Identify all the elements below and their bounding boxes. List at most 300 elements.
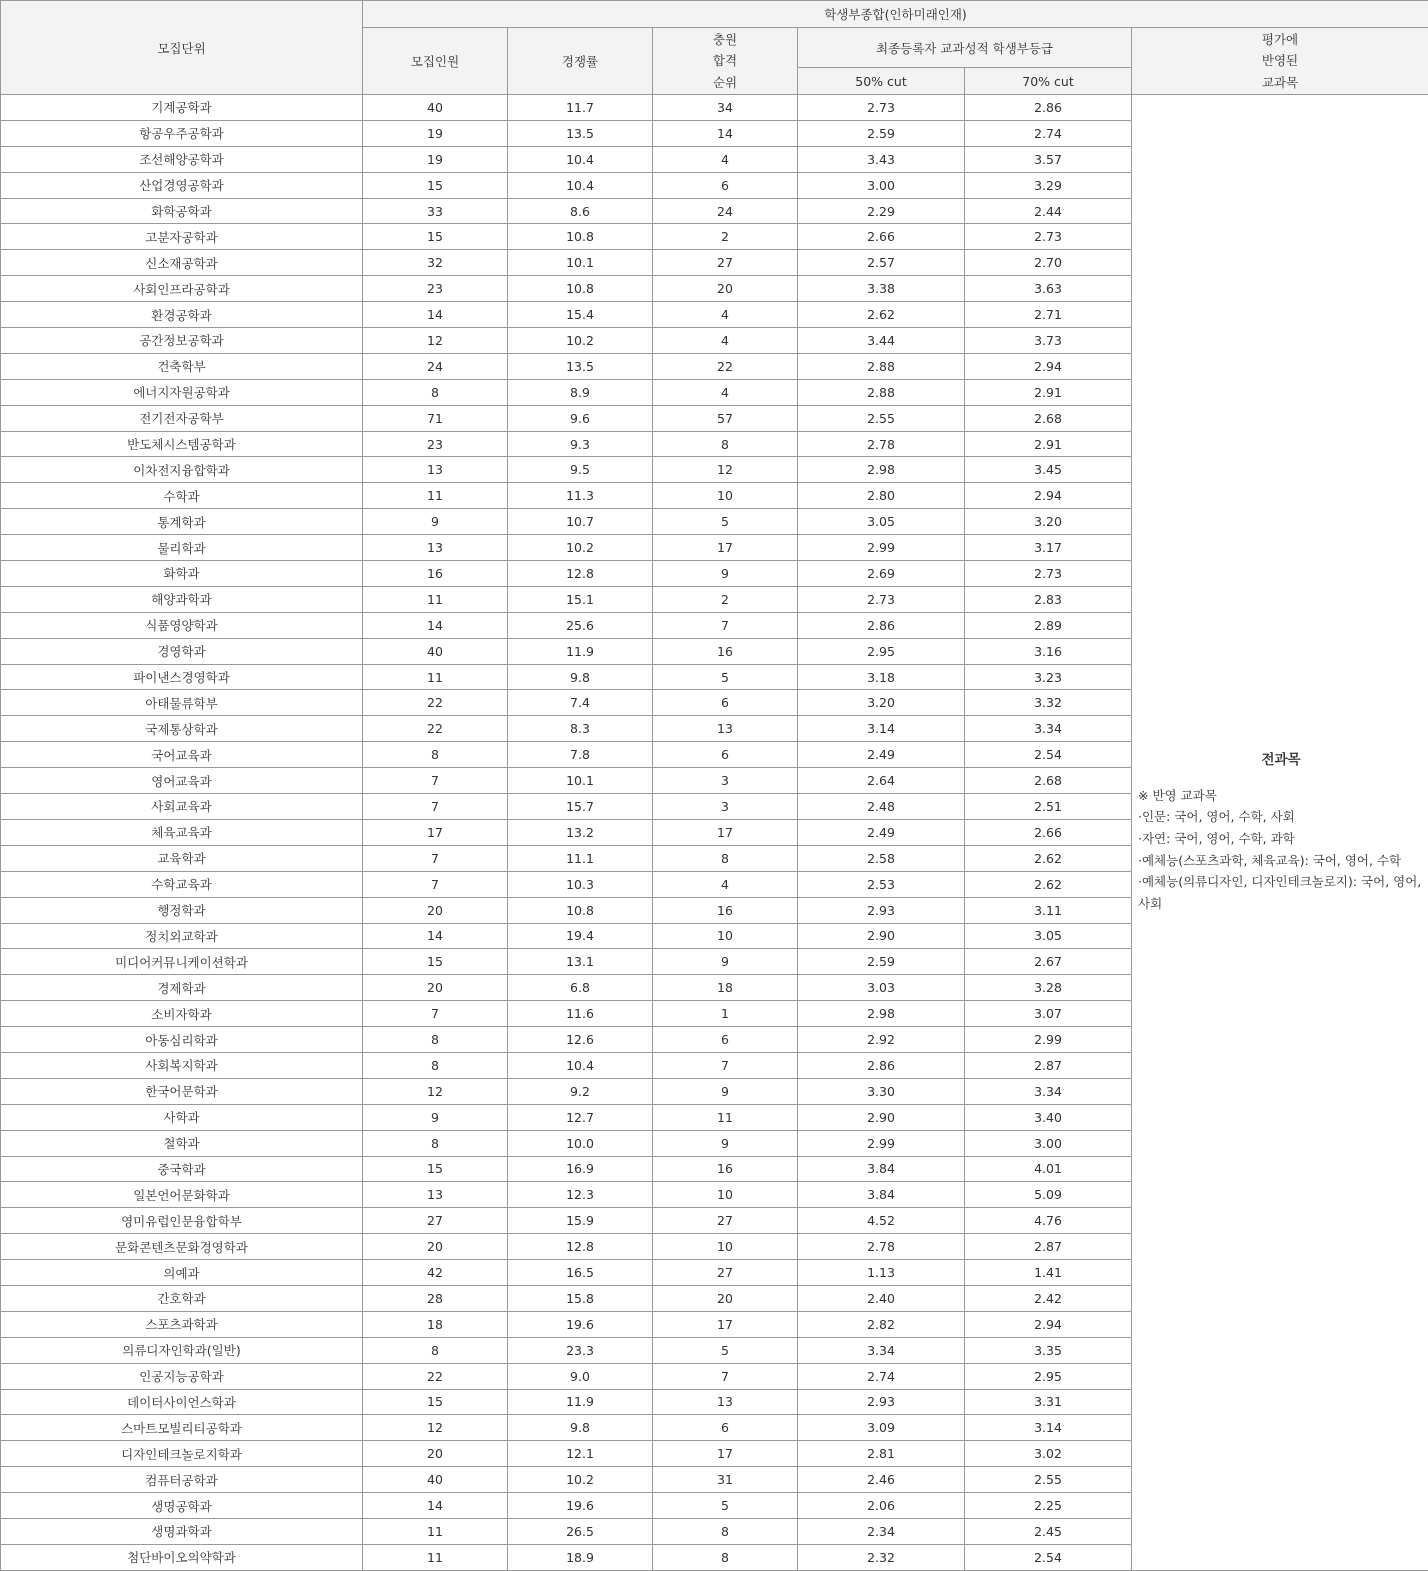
cell-rank: 9 [653,949,798,975]
cell-ratio: 10.7 [508,509,653,535]
cell-cut70: 2.99 [965,1027,1132,1053]
cell-recruit: 40 [363,638,508,664]
header-unit: 모집단위 [1,1,363,95]
cell-cut50: 2.32 [798,1544,965,1570]
cell-recruit: 11 [363,586,508,612]
remarks-line: ※ 반영 교과목 [1138,785,1424,807]
cell-rank: 16 [653,638,798,664]
cell-unit: 컴퓨터공학과 [1,1467,363,1493]
cell-ratio: 10.8 [508,276,653,302]
cell-ratio: 19.6 [508,1311,653,1337]
header-cut70: 70% cut [965,68,1132,95]
cell-rank: 4 [653,302,798,328]
cell-unit: 디자인테크놀로지학과 [1,1441,363,1467]
cell-rank: 27 [653,250,798,276]
cell-ratio: 9.0 [508,1363,653,1389]
cell-cut70: 4.01 [965,1156,1132,1182]
cell-cut50: 3.44 [798,328,965,354]
cell-cut50: 4.52 [798,1208,965,1234]
cell-cut70: 3.14 [965,1415,1132,1441]
header-cut50: 50% cut [798,68,965,95]
cell-rank: 2 [653,586,798,612]
cell-recruit: 11 [363,664,508,690]
cell-rank: 6 [653,172,798,198]
cell-recruit: 7 [363,768,508,794]
cell-rank: 4 [653,328,798,354]
cell-cut70: 5.09 [965,1182,1132,1208]
cell-ratio: 10.4 [508,146,653,172]
cell-cut50: 2.92 [798,1027,965,1053]
cell-cut70: 3.45 [965,457,1132,483]
cell-cut70: 4.76 [965,1208,1132,1234]
cell-rank: 5 [653,664,798,690]
cell-ratio: 19.4 [508,923,653,949]
cell-cut50: 2.90 [798,923,965,949]
cell-unit: 미디어커뮤니케이션학과 [1,949,363,975]
cell-rank: 4 [653,146,798,172]
cell-cut70: 3.31 [965,1389,1132,1415]
cell-recruit: 7 [363,845,508,871]
cell-rank: 10 [653,483,798,509]
table-body [1,95,1428,1571]
cell-cut50: 2.06 [798,1493,965,1519]
cell-ratio: 11.9 [508,1389,653,1415]
cell-cut50: 2.74 [798,1363,965,1389]
cell-unit: 아태물류학부 [1,690,363,716]
remarks-line: ·자연: 국어, 영어, 수학, 과학 [1138,828,1424,850]
cell-ratio: 9.5 [508,457,653,483]
cell-ratio: 15.7 [508,794,653,820]
cell-cut50: 2.78 [798,431,965,457]
cell-recruit: 19 [363,120,508,146]
cell-cut50: 2.57 [798,250,965,276]
cell-recruit: 13 [363,457,508,483]
cell-rank: 17 [653,1441,798,1467]
cell-recruit: 16 [363,561,508,587]
cell-cut50: 3.18 [798,664,965,690]
cell-recruit: 14 [363,923,508,949]
cell-recruit: 8 [363,1130,508,1156]
cell-cut70: 2.91 [965,431,1132,457]
cell-cut70: 2.66 [965,819,1132,845]
cell-cut70: 3.23 [965,664,1132,690]
cell-unit: 사회복지학과 [1,1052,363,1078]
cell-cut50: 2.55 [798,405,965,431]
cell-unit: 중국학과 [1,1156,363,1182]
cell-recruit: 40 [363,95,508,121]
cell-cut70: 2.70 [965,250,1132,276]
cell-ratio: 10.2 [508,328,653,354]
cell-recruit: 9 [363,1104,508,1130]
cell-rank: 24 [653,198,798,224]
cell-ratio: 15.8 [508,1285,653,1311]
cell-rank: 10 [653,1234,798,1260]
remarks-title: 전과목 [1138,750,1424,772]
cell-recruit: 20 [363,1234,508,1260]
cell-cut70: 3.34 [965,1078,1132,1104]
cell-unit: 일본언어문화학과 [1,1182,363,1208]
cell-unit: 조선해양공학과 [1,146,363,172]
cell-cut70: 2.73 [965,224,1132,250]
cell-unit: 물리학과 [1,535,363,561]
cell-rank: 13 [653,1389,798,1415]
cell-unit: 수학과 [1,483,363,509]
cell-recruit: 8 [363,742,508,768]
cell-cut70: 2.86 [965,95,1132,121]
cell-unit: 화학공학과 [1,198,363,224]
cell-ratio: 8.3 [508,716,653,742]
cell-rank: 7 [653,612,798,638]
cell-rank: 17 [653,1311,798,1337]
cell-recruit: 11 [363,483,508,509]
cell-cut70: 1.41 [965,1260,1132,1286]
header-rank [653,28,798,95]
cell-rank: 8 [653,845,798,871]
cell-recruit: 7 [363,871,508,897]
cell-rank: 5 [653,509,798,535]
cell-rank: 6 [653,1415,798,1441]
cell-rank: 34 [653,95,798,121]
cell-cut50: 3.20 [798,690,965,716]
cell-cut50: 2.82 [798,1311,965,1337]
cell-ratio: 10.2 [508,535,653,561]
cell-rank: 10 [653,1182,798,1208]
cell-rank: 5 [653,1337,798,1363]
cell-cut70: 3.73 [965,328,1132,354]
cell-rank: 20 [653,1285,798,1311]
cell-cut50: 2.98 [798,1001,965,1027]
cell-ratio: 13.2 [508,819,653,845]
cell-recruit: 19 [363,146,508,172]
cell-ratio: 9.6 [508,405,653,431]
cell-recruit: 8 [363,1052,508,1078]
cell-unit: 체육교육과 [1,819,363,845]
remarks-line: ·예체능(스포츠과학, 체육교육): 국어, 영어, 수학 [1138,850,1424,872]
cell-cut50: 2.73 [798,586,965,612]
cell-cut50: 2.29 [798,198,965,224]
cell-cut50: 2.78 [798,1234,965,1260]
header-subjects [1132,28,1428,95]
header-subjects-line: 반영된 [1262,53,1298,68]
cell-cut70: 3.07 [965,1001,1132,1027]
cell-unit: 사회인프라공학과 [1,276,363,302]
cell-recruit: 15 [363,1156,508,1182]
cell-ratio: 19.6 [508,1493,653,1519]
cell-rank: 3 [653,768,798,794]
cell-unit: 교육학과 [1,845,363,871]
cell-recruit: 13 [363,535,508,561]
cell-cut70: 2.94 [965,353,1132,379]
cell-cut70: 2.71 [965,302,1132,328]
cell-unit: 생명공학과 [1,1493,363,1519]
cell-cut50: 2.73 [798,95,965,121]
cell-ratio: 12.1 [508,1441,653,1467]
remarks-line: ·인문: 국어, 영어, 수학, 사회 [1138,806,1424,828]
cell-recruit: 11 [363,1544,508,1570]
cell-recruit: 28 [363,1285,508,1311]
cell-cut70: 3.17 [965,535,1132,561]
cell-recruit: 20 [363,897,508,923]
cell-unit: 경제학과 [1,975,363,1001]
cell-cut70: 2.94 [965,483,1132,509]
cell-recruit: 71 [363,405,508,431]
cell-unit: 영어교육과 [1,768,363,794]
cell-ratio: 10.4 [508,172,653,198]
cell-cut50: 2.48 [798,794,965,820]
cell-unit: 에너지자원공학과 [1,379,363,405]
cell-unit: 반도체시스템공학과 [1,431,363,457]
cell-cut70: 3.20 [965,509,1132,535]
cell-cut50: 3.43 [798,146,965,172]
cell-cut70: 2.42 [965,1285,1132,1311]
cell-cut50: 2.88 [798,353,965,379]
cell-recruit: 40 [363,1467,508,1493]
cell-unit: 산업경영공학과 [1,172,363,198]
cell-cut50: 2.80 [798,483,965,509]
cell-unit: 환경공학과 [1,302,363,328]
cell-cut50: 3.03 [798,975,965,1001]
cell-recruit: 7 [363,794,508,820]
cell-cut70: 3.32 [965,690,1132,716]
cell-rank: 17 [653,819,798,845]
cell-ratio: 10.1 [508,768,653,794]
cell-ratio: 12.6 [508,1027,653,1053]
cell-cut50: 2.95 [798,638,965,664]
cell-ratio: 11.9 [508,638,653,664]
cell-ratio: 13.5 [508,353,653,379]
cell-recruit: 8 [363,1027,508,1053]
cell-unit: 고분자공학과 [1,224,363,250]
cell-unit: 철학과 [1,1130,363,1156]
cell-ratio: 10.8 [508,897,653,923]
cell-cut50: 3.34 [798,1337,965,1363]
header-ratio: 경쟁률 [508,28,653,95]
cell-ratio: 9.2 [508,1078,653,1104]
cell-recruit: 13 [363,1182,508,1208]
cell-rank: 6 [653,1027,798,1053]
cell-cut70: 2.54 [965,742,1132,768]
cell-recruit: 12 [363,1415,508,1441]
header-rank-line: 순위 [713,75,737,90]
cell-cut70: 2.83 [965,586,1132,612]
cell-ratio: 10.3 [508,871,653,897]
cell-recruit: 14 [363,612,508,638]
cell-unit: 스마트모빌리티공학과 [1,1415,363,1441]
cell-recruit: 8 [363,379,508,405]
cell-ratio: 12.8 [508,1234,653,1260]
cell-rank: 8 [653,1544,798,1570]
cell-ratio: 8.6 [508,198,653,224]
cell-cut70: 3.35 [965,1337,1132,1363]
cell-rank: 9 [653,1130,798,1156]
cell-cut50: 2.93 [798,897,965,923]
cell-ratio: 11.1 [508,845,653,871]
cell-ratio: 7.4 [508,690,653,716]
cell-cut50: 2.46 [798,1467,965,1493]
cell-rank: 16 [653,1156,798,1182]
cell-rank: 8 [653,431,798,457]
cell-rank: 17 [653,535,798,561]
cell-ratio: 13.1 [508,949,653,975]
cell-cut70: 2.91 [965,379,1132,405]
cell-recruit: 11 [363,1518,508,1544]
cell-cut50: 2.90 [798,1104,965,1130]
cell-rank: 7 [653,1052,798,1078]
cell-unit: 간호학과 [1,1285,363,1311]
cell-recruit: 24 [363,353,508,379]
cell-cut50: 3.30 [798,1078,965,1104]
cell-cut70: 2.62 [965,845,1132,871]
header-rank-line: 합격 [713,53,737,68]
cell-recruit: 27 [363,1208,508,1234]
cell-cut50: 3.84 [798,1156,965,1182]
cell-ratio: 12.7 [508,1104,653,1130]
cell-cut50: 2.88 [798,379,965,405]
cell-ratio: 16.5 [508,1260,653,1286]
cell-cut70: 2.87 [965,1052,1132,1078]
cell-cut50: 2.93 [798,1389,965,1415]
cell-unit: 기계공학과 [1,95,363,121]
cell-unit: 식품영양학과 [1,612,363,638]
cell-rank: 31 [653,1467,798,1493]
cell-cut70: 2.62 [965,871,1132,897]
cell-unit: 문화콘텐츠문화경영학과 [1,1234,363,1260]
cell-recruit: 42 [363,1260,508,1286]
cell-recruit: 20 [363,975,508,1001]
cell-ratio: 9.3 [508,431,653,457]
cell-unit: 건축학부 [1,353,363,379]
cell-ratio: 10.0 [508,1130,653,1156]
cell-cut70: 3.28 [965,975,1132,1001]
cell-ratio: 25.6 [508,612,653,638]
cell-cut70: 3.00 [965,1130,1132,1156]
cell-cut70: 2.95 [965,1363,1132,1389]
cell-cut70: 3.63 [965,276,1132,302]
cell-cut50: 3.38 [798,276,965,302]
cell-unit: 사학과 [1,1104,363,1130]
cell-ratio: 12.3 [508,1182,653,1208]
cell-unit: 생명과학과 [1,1518,363,1544]
cell-cut70: 2.54 [965,1544,1132,1570]
cell-unit: 국제통상학과 [1,716,363,742]
cell-ratio: 16.9 [508,1156,653,1182]
cell-cut70: 2.25 [965,1493,1132,1519]
cell-rank: 18 [653,975,798,1001]
cell-cut70: 2.45 [965,1518,1132,1544]
header-subjects-line: 교과목 [1262,75,1298,90]
cell-cut50: 3.00 [798,172,965,198]
header-rank-line: 충원 [713,32,737,47]
cell-unit: 의류디자인학과(일반) [1,1337,363,1363]
cell-rank: 57 [653,405,798,431]
cell-rank: 4 [653,379,798,405]
cell-ratio: 26.5 [508,1518,653,1544]
cell-recruit: 22 [363,1363,508,1389]
cell-unit: 전기전자공학부 [1,405,363,431]
cell-cut50: 2.59 [798,949,965,975]
cell-unit: 행정학과 [1,897,363,923]
cell-cut70: 2.94 [965,1311,1132,1337]
cell-cut50: 2.53 [798,871,965,897]
cell-cut50: 3.09 [798,1415,965,1441]
subjects-remarks-cell [1132,95,1428,1571]
cell-cut50: 2.49 [798,742,965,768]
cell-unit: 경영학과 [1,638,363,664]
cell-ratio: 6.8 [508,975,653,1001]
cell-cut70: 2.73 [965,561,1132,587]
cell-ratio: 10.8 [508,224,653,250]
cell-rank: 8 [653,1518,798,1544]
cell-ratio: 10.2 [508,1467,653,1493]
remarks-line: ·예체능(의류디자인, 디자인테크놀로지): 국어, 영어, 사회 [1138,871,1424,914]
cell-rank: 27 [653,1208,798,1234]
cell-rank: 1 [653,1001,798,1027]
cell-cut70: 3.11 [965,897,1132,923]
cell-ratio: 9.8 [508,1415,653,1441]
cell-rank: 20 [653,276,798,302]
cell-recruit: 23 [363,276,508,302]
cell-unit: 정치외교학과 [1,923,363,949]
cell-ratio: 12.8 [508,561,653,587]
cell-unit: 공간정보공학과 [1,328,363,354]
cell-recruit: 14 [363,302,508,328]
cell-cut70: 2.51 [965,794,1132,820]
cell-rank: 6 [653,690,798,716]
cell-rank: 9 [653,561,798,587]
cell-unit: 영미유럽인문융합학부 [1,1208,363,1234]
cell-rank: 11 [653,1104,798,1130]
cell-ratio: 9.8 [508,664,653,690]
cell-recruit: 33 [363,198,508,224]
cell-unit: 의예과 [1,1260,363,1286]
cell-unit: 통계학과 [1,509,363,535]
cell-recruit: 22 [363,690,508,716]
cell-recruit: 15 [363,224,508,250]
cell-unit: 첨단바이오의약학과 [1,1544,363,1570]
cell-rank: 22 [653,353,798,379]
cell-cut50: 2.40 [798,1285,965,1311]
cell-recruit: 15 [363,172,508,198]
table-row [1,95,1428,121]
cell-ratio: 10.1 [508,250,653,276]
cell-recruit: 15 [363,949,508,975]
cell-unit: 국어교육과 [1,742,363,768]
cell-recruit: 23 [363,431,508,457]
header-group: 학생부종합(인하미래인재) [363,1,1428,28]
cell-ratio: 11.6 [508,1001,653,1027]
cell-rank: 5 [653,1493,798,1519]
cell-recruit: 18 [363,1311,508,1337]
cell-ratio: 10.4 [508,1052,653,1078]
cell-cut70: 3.16 [965,638,1132,664]
cell-ratio: 8.9 [508,379,653,405]
cell-recruit: 20 [363,1441,508,1467]
cell-recruit: 14 [363,1493,508,1519]
cell-unit: 신소재공학과 [1,250,363,276]
cell-unit: 이차전지융합학과 [1,457,363,483]
cell-cut50: 2.86 [798,1052,965,1078]
cell-cut50: 2.99 [798,1130,965,1156]
cell-cut50: 2.98 [798,457,965,483]
cell-rank: 10 [653,923,798,949]
cell-cut50: 3.14 [798,716,965,742]
cell-rank: 7 [653,1363,798,1389]
cell-ratio: 7.8 [508,742,653,768]
cell-cut70: 2.67 [965,949,1132,975]
cell-cut70: 2.68 [965,405,1132,431]
cell-unit: 스포츠과학과 [1,1311,363,1337]
cell-ratio: 15.4 [508,302,653,328]
